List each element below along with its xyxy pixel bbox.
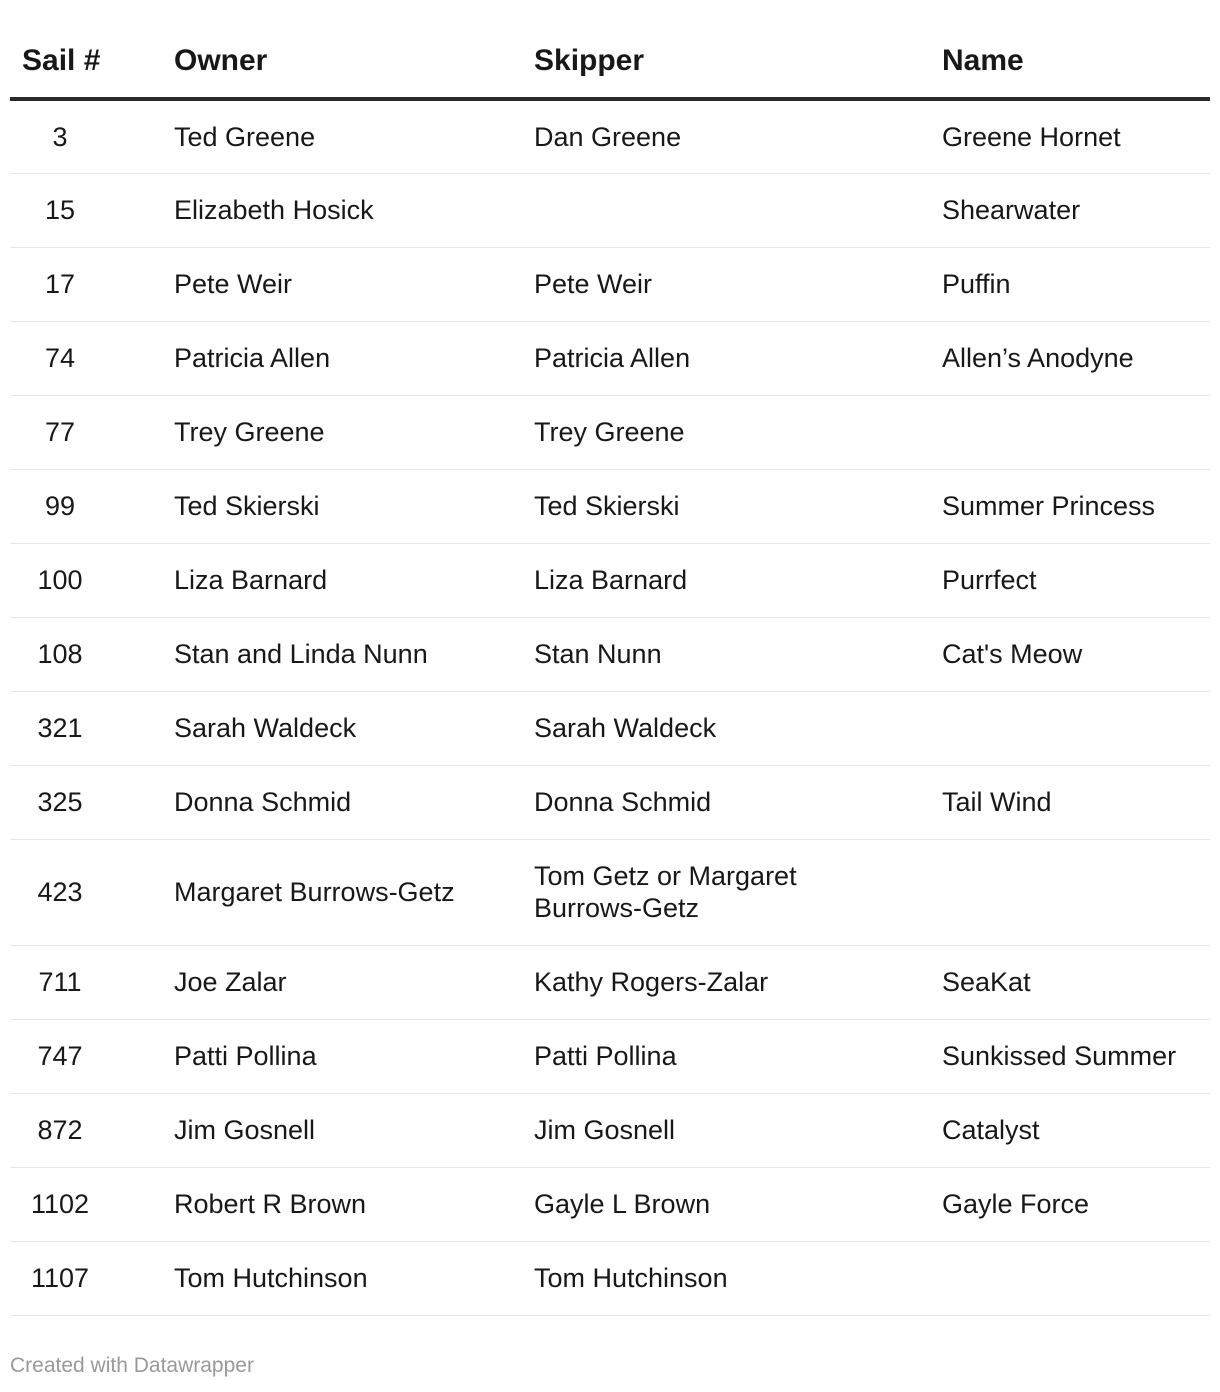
cell-skipper: Gayle L Brown <box>520 1167 928 1241</box>
cell-skipper: Dan Greene <box>520 99 928 173</box>
cell-sail-number: 3 <box>10 99 160 173</box>
cell-sail-number: 423 <box>10 839 160 945</box>
cell-owner: Robert R Brown <box>160 1167 520 1241</box>
cell-boat-name: Catalyst <box>928 1093 1210 1167</box>
cell-sail-number: 747 <box>10 1019 160 1093</box>
table-row <box>10 395 1210 469</box>
cell-skipper: Patricia Allen <box>520 321 928 395</box>
cell-boat-name: Cat's Meow <box>928 617 1210 691</box>
cell-skipper: Tom Getz or Margaret Burrows-Getz <box>520 839 928 945</box>
header-row <box>10 24 1210 99</box>
cell-boat-name: SeaKat <box>928 945 1210 1019</box>
cell-boat-name: Sunkissed Summer <box>928 1019 1210 1093</box>
table-body <box>10 99 1210 1315</box>
cell-skipper: Donna Schmid <box>520 765 928 839</box>
cell-sail-number: 15 <box>10 173 160 247</box>
cell-owner: Joe Zalar <box>160 945 520 1019</box>
cell-owner: Patti Pollina <box>160 1019 520 1093</box>
cell-owner: Trey Greene <box>160 395 520 469</box>
table-row <box>10 945 1210 1019</box>
cell-boat-name <box>928 1241 1210 1315</box>
cell-sail-number: 108 <box>10 617 160 691</box>
cell-skipper: Tom Hutchinson <box>520 1241 928 1315</box>
cell-boat-name: Gayle Force <box>928 1167 1210 1241</box>
cell-owner: Liza Barnard <box>160 543 520 617</box>
table-row <box>10 321 1210 395</box>
table-row <box>10 765 1210 839</box>
cell-skipper: Liza Barnard <box>520 543 928 617</box>
cell-sail-number: 1107 <box>10 1241 160 1315</box>
cell-owner: Margaret Burrows-Getz <box>160 839 520 945</box>
cell-owner: Elizabeth Hosick <box>160 173 520 247</box>
table-row <box>10 247 1210 321</box>
header-name[interactable]: Name <box>928 24 1210 99</box>
cell-owner: Donna Schmid <box>160 765 520 839</box>
cell-skipper: Sarah Waldeck <box>520 691 928 765</box>
cell-sail-number: 99 <box>10 469 160 543</box>
table-row <box>10 617 1210 691</box>
datawrapper-credit: Created with Datawrapper <box>10 1354 254 1377</box>
cell-owner: Jim Gosnell <box>160 1093 520 1167</box>
cell-sail-number: 325 <box>10 765 160 839</box>
table-row <box>10 173 1210 247</box>
cell-boat-name <box>928 395 1210 469</box>
cell-sail-number: 321 <box>10 691 160 765</box>
cell-owner: Ted Skierski <box>160 469 520 543</box>
cell-skipper: Patti Pollina <box>520 1019 928 1093</box>
cell-skipper: Trey Greene <box>520 395 928 469</box>
cell-sail-number: 77 <box>10 395 160 469</box>
table-row <box>10 1019 1210 1093</box>
cell-boat-name: Summer Princess <box>928 469 1210 543</box>
header-skipper[interactable]: Skipper <box>520 24 928 99</box>
cell-sail-number: 872 <box>10 1093 160 1167</box>
table-row <box>10 691 1210 765</box>
cell-owner: Ted Greene <box>160 99 520 173</box>
cell-skipper: Ted Skierski <box>520 469 928 543</box>
cell-skipper <box>520 173 928 247</box>
sailboat-roster-table <box>10 24 1210 1316</box>
cell-boat-name: Greene Hornet <box>928 99 1210 173</box>
cell-boat-name: Shearwater <box>928 173 1210 247</box>
cell-sail-number: 74 <box>10 321 160 395</box>
table-row <box>10 469 1210 543</box>
cell-sail-number: 1102 <box>10 1167 160 1241</box>
cell-owner: Stan and Linda Nunn <box>160 617 520 691</box>
table-row <box>10 839 1210 945</box>
cell-boat-name: Puffin <box>928 247 1210 321</box>
cell-skipper: Jim Gosnell <box>520 1093 928 1167</box>
cell-boat-name: Tail Wind <box>928 765 1210 839</box>
cell-skipper: Kathy Rogers-Zalar <box>520 945 928 1019</box>
cell-boat-name <box>928 691 1210 765</box>
cell-boat-name: Purrfect <box>928 543 1210 617</box>
table-row <box>10 1241 1210 1315</box>
table-header <box>10 24 1210 99</box>
cell-sail-number: 711 <box>10 945 160 1019</box>
table-row <box>10 1167 1210 1241</box>
cell-boat-name <box>928 839 1210 945</box>
cell-owner: Pete Weir <box>160 247 520 321</box>
cell-sail-number: 100 <box>10 543 160 617</box>
cell-skipper: Pete Weir <box>520 247 928 321</box>
cell-skipper: Stan Nunn <box>520 617 928 691</box>
sailboat-table-container <box>10 24 1210 1316</box>
header-owner[interactable]: Owner <box>160 24 520 99</box>
table-row <box>10 1093 1210 1167</box>
cell-sail-number: 17 <box>10 247 160 321</box>
header-sail-number[interactable]: Sail # <box>10 24 160 99</box>
cell-owner: Tom Hutchinson <box>160 1241 520 1315</box>
cell-boat-name: Allen’s Anodyne <box>928 321 1210 395</box>
cell-owner: Sarah Waldeck <box>160 691 520 765</box>
table-row <box>10 99 1210 173</box>
cell-owner: Patricia Allen <box>160 321 520 395</box>
table-row <box>10 543 1210 617</box>
